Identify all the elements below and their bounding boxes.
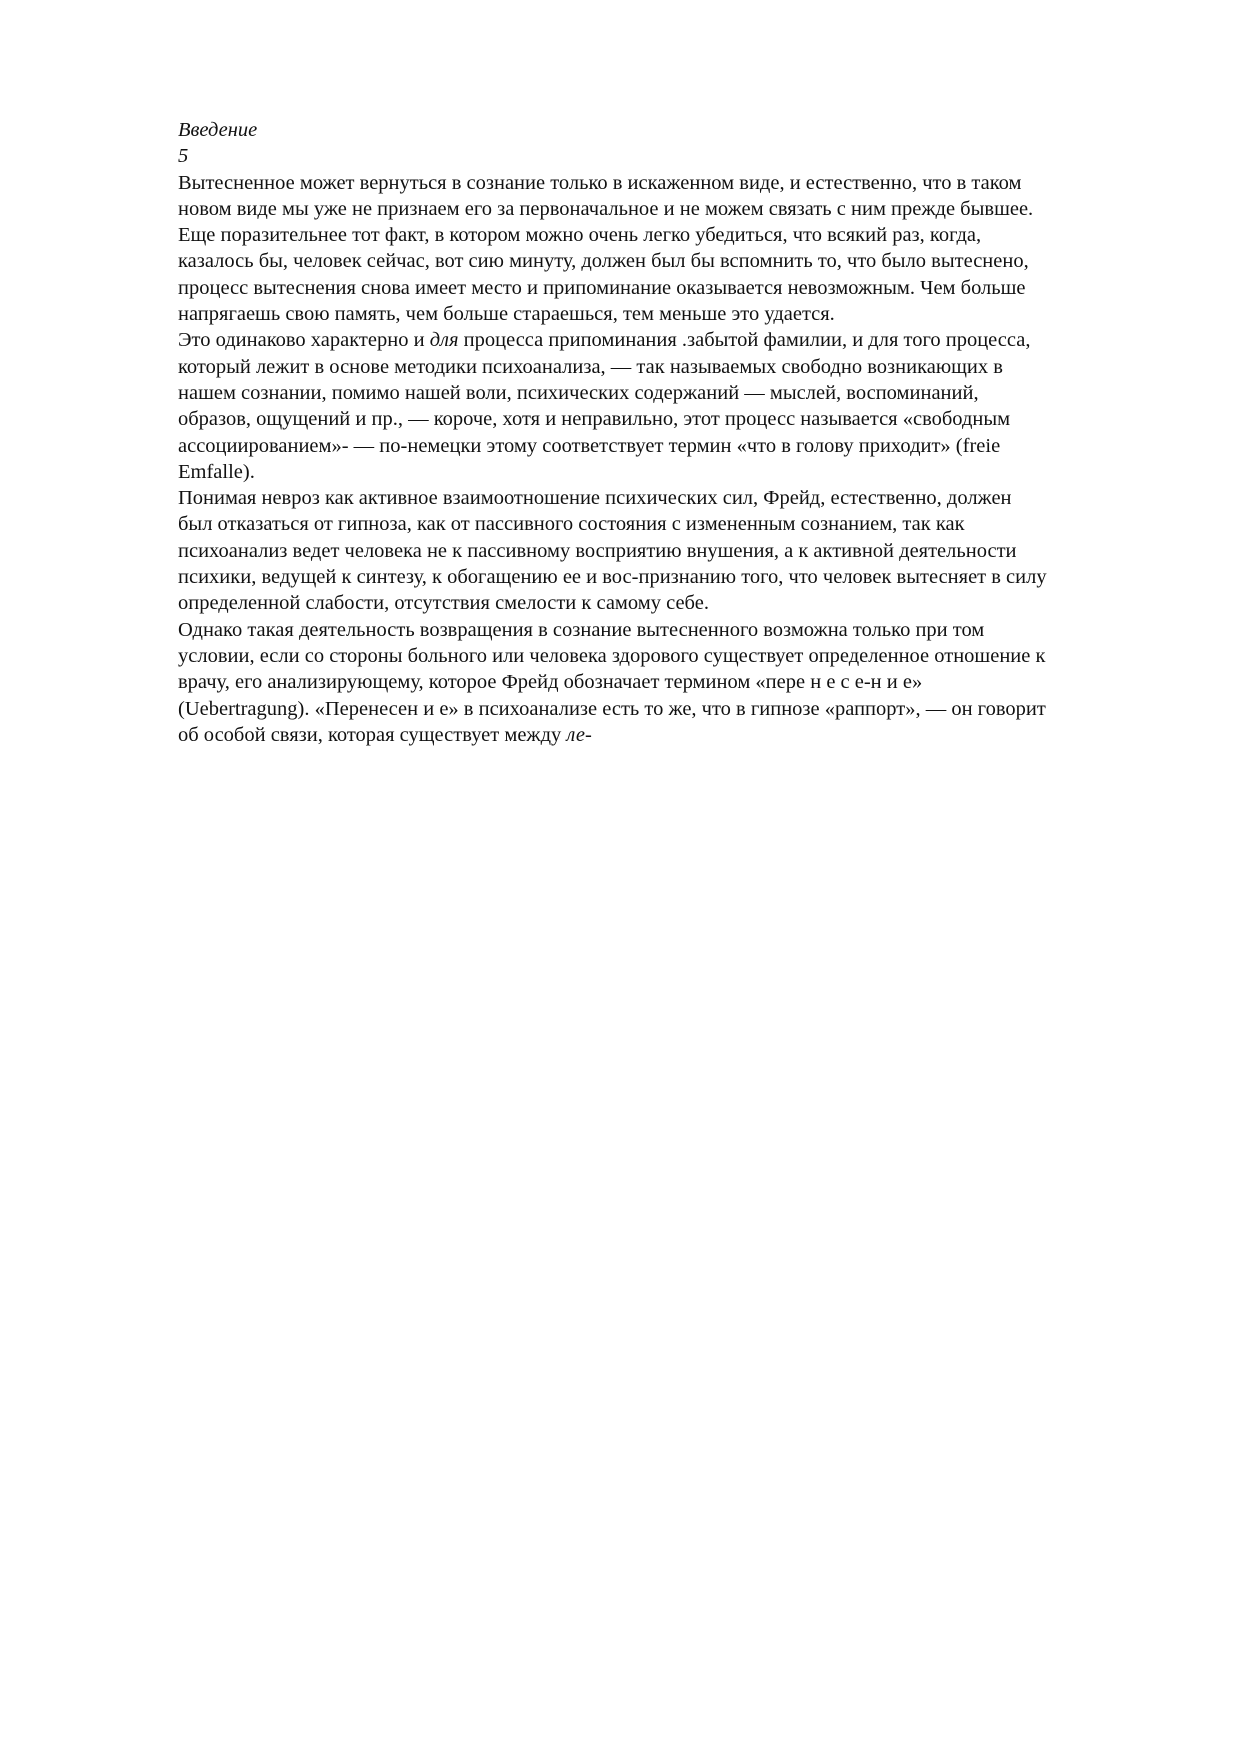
text-segment: Вытесненное может вернуться в сознание только в искаженном виде, и естественно, что в таком	[178, 171, 1022, 194]
text-line	[178, 669, 1178, 695]
text-line	[178, 380, 1178, 406]
document-page	[178, 117, 1178, 748]
text-segment: нашем сознании, помимо нашей воли, психических содержаний — мыслей, воспоминаний,	[178, 381, 979, 404]
text-segment: процесса припоминания .забытой фамилии, и для того процесса,	[458, 329, 1031, 352]
text-line	[178, 222, 1178, 248]
text-line	[178, 406, 1178, 432]
page-number: 5	[178, 145, 189, 168]
text-segment: напрягаешь свою память, чем больше стараешься, тем меньше это удается.	[178, 303, 835, 326]
text-line	[178, 643, 1178, 669]
text-segment: был отказаться от гипноза, как от пассивного состояния с измененным сознанием, так как	[178, 513, 965, 536]
text-segment: который лежит в основе методики психоанализа, — так называемых свободно возникающих в	[178, 355, 1003, 378]
italic-text-segment: ле-	[566, 723, 592, 746]
text-segment: психики, ведущей к синтезу, к обогащению ее и вос-признанию того, что человек вытесняет в силу	[178, 566, 1047, 589]
paragraph	[178, 327, 1178, 485]
text-segment: Однако такая деятельность возвращения в сознание вытесненного возможна только при том	[178, 618, 985, 641]
text-segment: психоанализ ведет человека не к пассивному восприятию внушения, а к активной деятельности	[178, 539, 1017, 562]
text-line	[178, 459, 1178, 485]
section-title: Введение	[178, 119, 258, 141]
text-segment: процесс вытеснения снова имеет место и припоминание оказывается невозможным. Чем больше	[178, 276, 1026, 299]
text-line	[178, 433, 1178, 459]
text-segment: врачу, его анализирующему, которое Фрейд обозначает термином «пере н е с е-н и е»	[178, 671, 923, 694]
text-segment: Еще поразительнее тот факт, в котором можно очень легко убедиться, что всякий раз, когда,	[178, 224, 982, 247]
text-line	[178, 617, 1178, 643]
paragraph	[178, 485, 1178, 616]
text-line	[178, 722, 1178, 748]
text-segment: Понимая невроз как активное взаимоотношение психических сил, Фрейд, естественно, должен	[178, 487, 1012, 510]
text-segment: условии, если со стороны больного или человека здорового существует определенное отношение к	[178, 644, 1046, 667]
text-line	[178, 327, 1178, 353]
paragraph	[178, 170, 1178, 328]
text-segment: новом виде мы уже не признаем его за первоначальное и не можем связать с ним прежде бывшее.	[178, 197, 1034, 220]
text-line	[178, 538, 1178, 564]
paragraph	[178, 617, 1178, 748]
text-segment: об особой связи, которая существует между	[178, 723, 567, 746]
text-line	[178, 301, 1178, 327]
text-line	[178, 590, 1178, 616]
text-line	[178, 564, 1178, 590]
text-line	[178, 248, 1178, 274]
text-segment: ассоциированием»- — по-немецки этому соответствует термин «что в голову приходит» (freie	[178, 434, 1001, 457]
text-line	[178, 696, 1178, 722]
text-segment: образов, ощущений и пр., — короче, хотя и неправильно, этот процесс называется «свободным	[178, 408, 1011, 431]
text-line	[178, 196, 1178, 222]
text-segment: Это одинаково характерно и	[178, 329, 430, 352]
italic-text-segment: для	[429, 329, 459, 352]
text-segment: Emfalle).	[178, 460, 255, 483]
text-segment: определенной слабости, отсутствия смелости к самому себе.	[178, 592, 709, 615]
text-segment: казалось бы, человек сейчас, вот сию минуту, должен был бы вспомнить то, что было вытеснено,	[178, 250, 1029, 273]
text-line	[178, 511, 1178, 537]
text-line	[178, 354, 1178, 380]
text-line	[178, 275, 1178, 301]
text-segment: (Uebertragung). «Перенесен и е» в психоанализе есть то же, что в гипнозе «раппорт», — он говорит	[178, 697, 1046, 720]
text-line	[178, 170, 1178, 196]
text-line	[178, 485, 1178, 511]
